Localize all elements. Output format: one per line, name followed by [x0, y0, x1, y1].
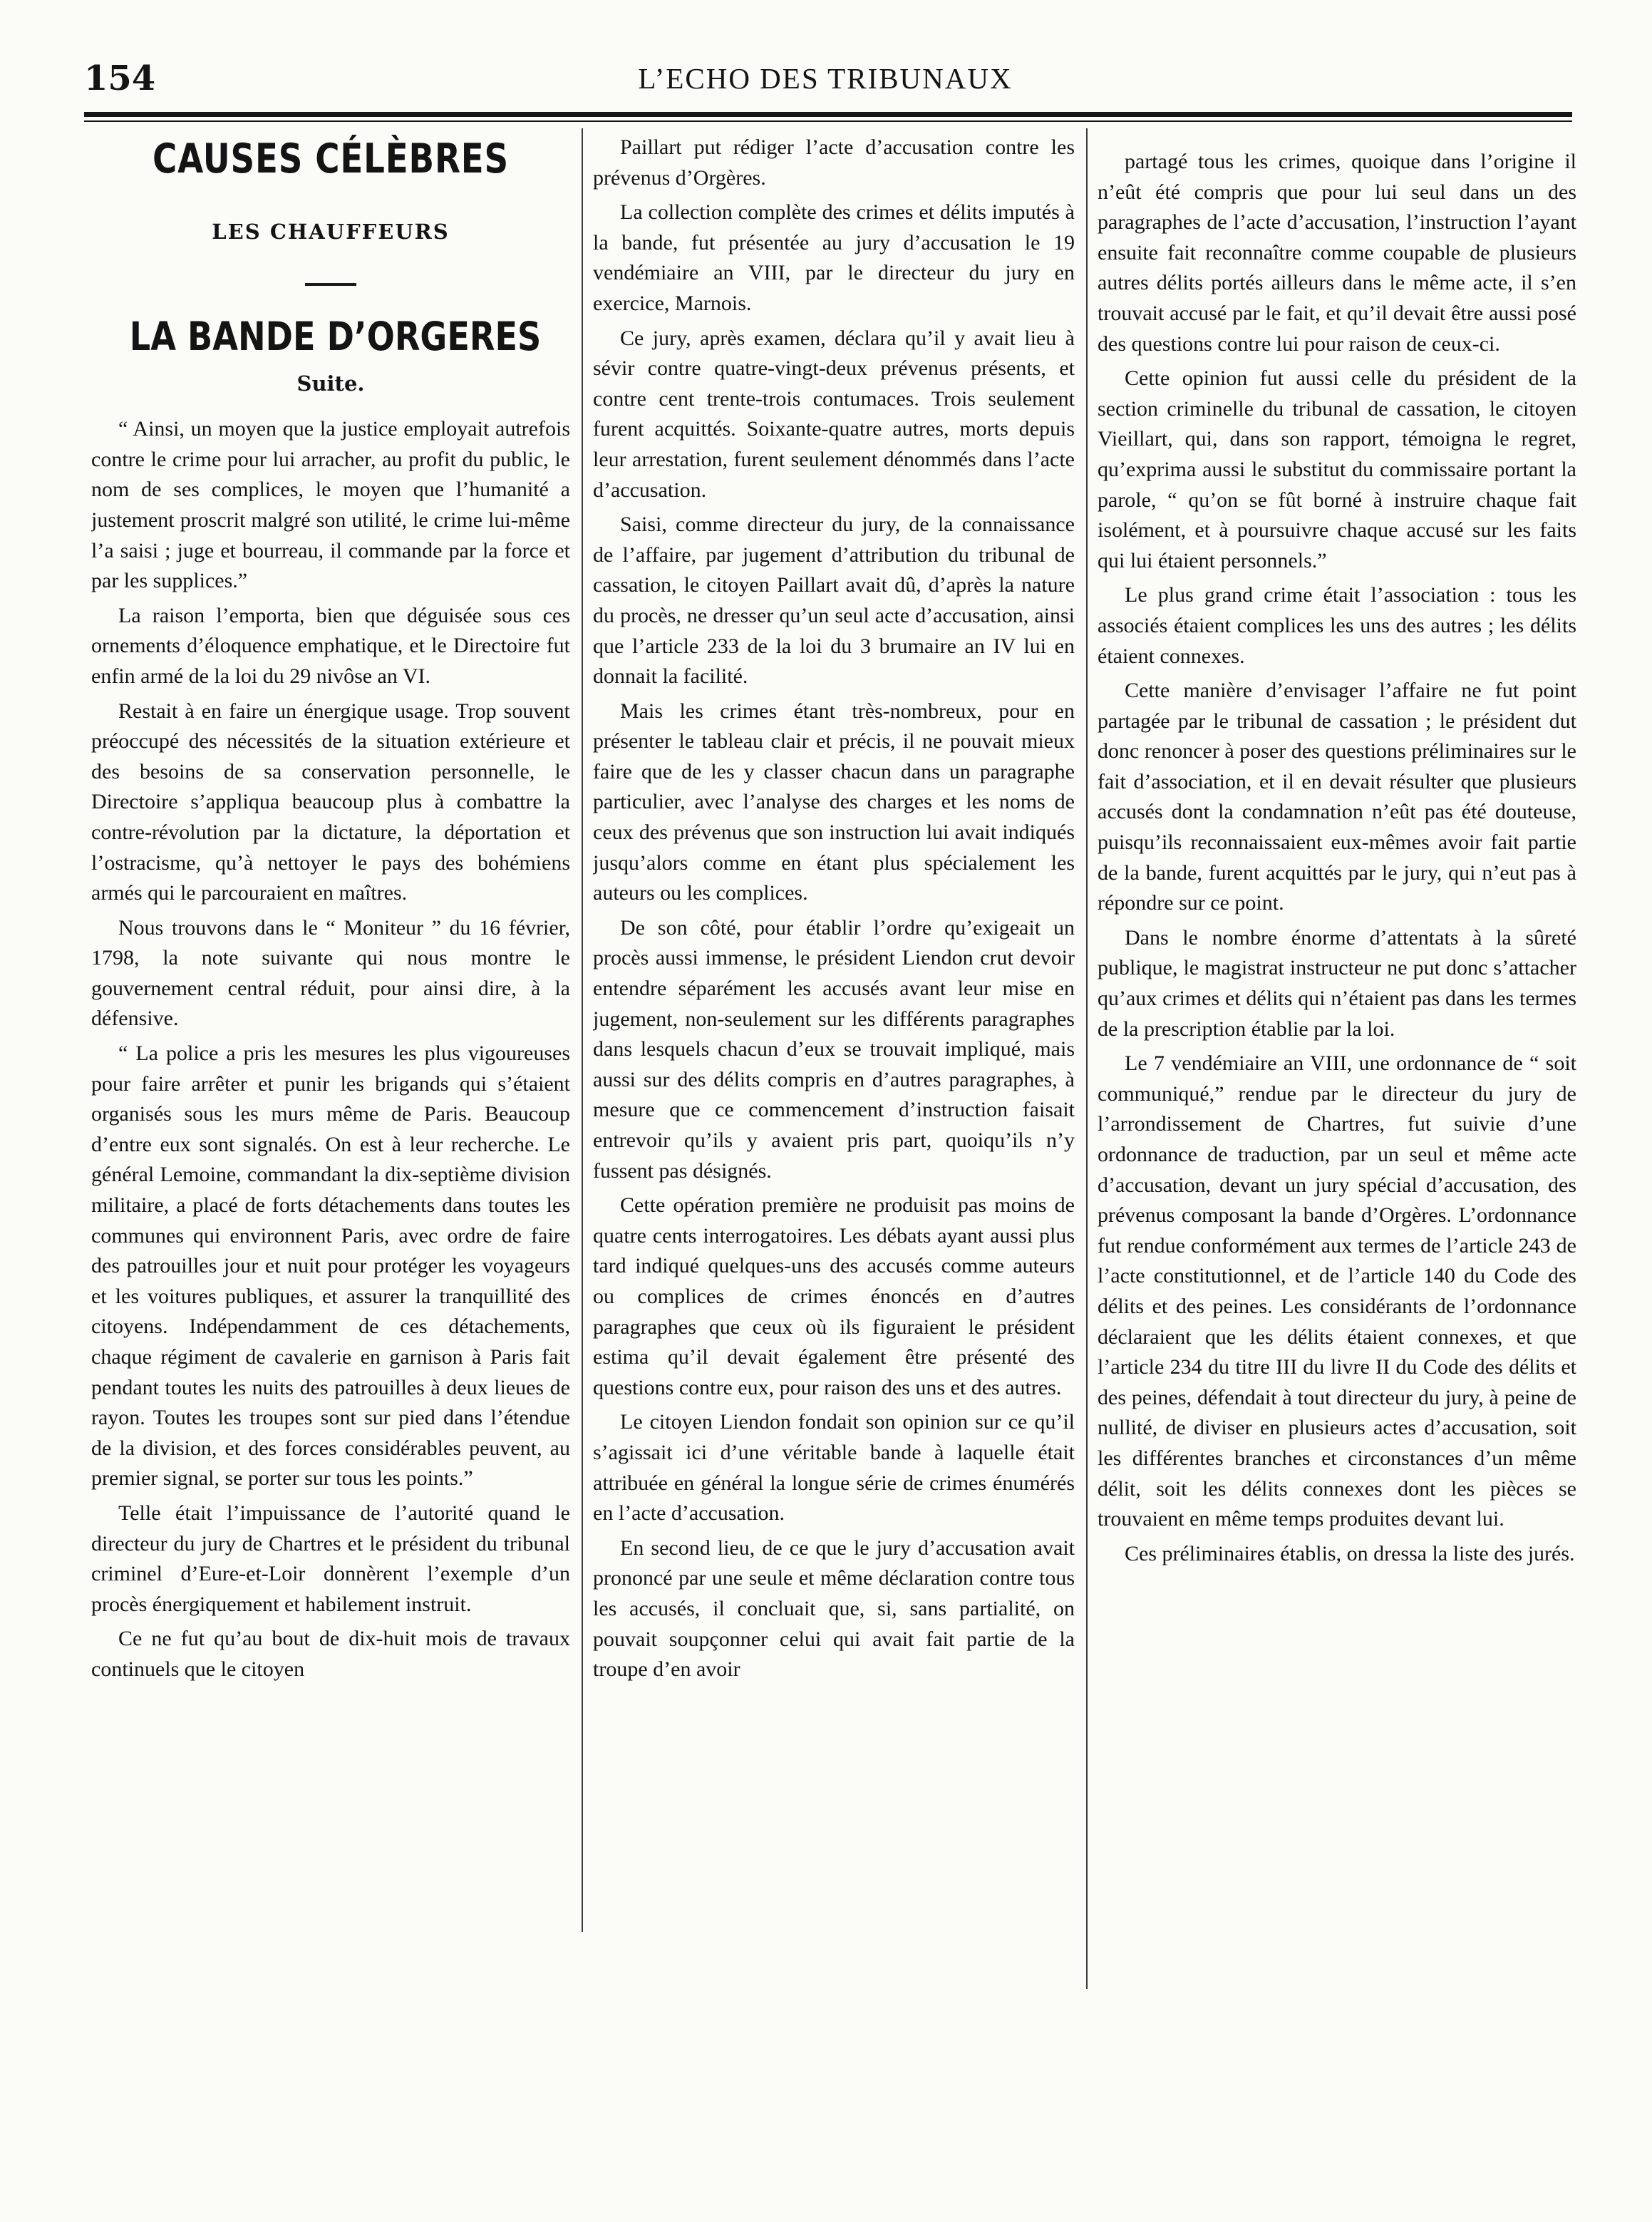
paragraph: Ces préliminaires établis, on dressa la liste des jurés.: [1125, 1541, 1575, 1565]
header-rule-thick: [84, 112, 1572, 117]
column-3-text: [1098, 147, 1576, 1569]
paragraph: En second lieu, de ce que le jury d’accusation avait prononcé par une seule et même déclaration contre tous les accusés, il concluait que, si, sans partialité, on pouvait soupçonner celui qui avait fait partie de la troupe d’en avoir: [593, 1536, 1075, 1682]
paragraph: “ Ainsi, un moyen que la justice employait autrefois contre le crime pour lui arracher, au profit du public, le nom de ses complices, le moyen que l’humanité a justement proscrit malgré son utilité, le crime lui-même l’a saisi ; juge et bourreau, il commande par la force et par les supplices.”: [91, 417, 570, 593]
page-number: 154: [84, 58, 156, 98]
paragraph: Ce ne fut qu’au bout de dix-huit mois de travaux continuels que le citoyen: [91, 1627, 570, 1681]
paragraph: Le citoyen Liendon fondait son opinion sur ce qu’il s’agissait ici d’une véritable bande à laquelle était attribuée en général la longue série de crimes énumérés en l’acte d’accusation.: [593, 1410, 1075, 1526]
paragraph: La collection complète des crimes et délits imputés à la bande, fut présentée au jury d’accusation le 19 vendémiaire an VIII, par le directeur du jury en exercice, Marnois.: [593, 200, 1075, 315]
column-1-text: [91, 414, 570, 1684]
paragraph: “ La police a pris les mesures les plus vigoureuses pour faire arrêter et punir les brigands qui s’étaient organisés sous les murs même de Paris. Beaucoup d’entre eux sont signalés. On est à leur recherche. Le général Lemoine, commandant la dix-septième division militaire, a placé de forts détachements dans toutes les communes qui environnent Paris, avec ordre de faire des patrouilles jour et nuit pour protéger les voyageurs et les voitures publiques, et assurer la tranquillité des citoyens. Indépendamment de ces détachements, chaque régiment de cavalerie en garnison à Paris fait pendant toutes les nuits des patrouilles à deux lieues de rayon. Toutes les troupes sont sur pied dans l’étendue de la division, et des forces considérables peuvent, au premier signal, se porter sur tous les points.”: [91, 1041, 570, 1491]
paragraph: De son côté, pour établir l’ordre qu’exigeait un procès aussi immense, le président Liendon crut devoir entendre séparément les accusés avant leur mise en jugement, non-seulement sur les différents paragraphes dans lesquels chacun d’eux se trouvait impliqué, mais aussi sur des délits compris en d’autres paragraphes, à mesure que ce commencement d’instruction faisait entrevoir qu’ils y avaient pris part, quoiqu’ils n’y fussent pas désignés.: [593, 915, 1075, 1183]
paragraph: Le 7 vendémiaire an VIII, une ordonnance de “ soit communiqué,” rendue par le directeur du jury de l’arrondissement de Chartres, fut suivie d’une ordonnance de traduction, par un seul et même acte d’accusation, devant un jury spécial d’accusation, des prévenus composant la bande d’Orgères. L’ordonnance fut rendue conformément aux termes de l’article 243 de l’acte constitutionnel, et de l’article 140 du Code des délits et des peines. Les considérants de l’ordonnance déclaraient que les délits étaient connexes, et que l’article 234 du titre III du livre II du Code des délits et des peines, défendait à tout directeur du jury, à peine de nullité, de diviser en plusieurs actes d’accusation, soit les différentes branches et circonstances d’un même délit, soit les délits connexes dont les pièces se trouvaient en même temps produites devant lui.: [1098, 1051, 1576, 1531]
running-title: L’ECHO DES TRIBUNAUX: [638, 62, 1013, 95]
paragraph: Telle était l’impuissance de l’autorité quand le directeur du jury de Chartres et le président du tribunal criminel d’Eure-et-Loir donnèrent l’exemple d’un procès énergiquement et habilement instruit.: [91, 1501, 570, 1616]
column-2-text: [593, 133, 1075, 1685]
title-rule: [305, 283, 356, 286]
paragraph: Cette manière d’envisager l’affaire ne fut point partagée par le tribunal de cassation ; le président dut donc renoncer à poser des questions préliminaires sur le fait d’association, et il en devait résulter que plusieurs accusés dont la condamnation n’eût pas été douteuse, puisqu’ils reconnaissaient eux-mêmes avoir fait partie de la bande, furent acquittés par le jury, qui n’eut pas à répondre sur ce point.: [1098, 679, 1576, 915]
column-2: [593, 133, 1075, 2179]
article-title: LA BANDE D’ORGERES: [129, 313, 542, 359]
paragraph: Nous trouvons dans le “ Moniteur ” du 16 février, 1798, la note suivante qui nous montre le gouvernement central réduit, pour ainsi dire, à la défensive.: [91, 915, 570, 1031]
paragraph: Paillart put rédiger l’acte d’accusation contre les prévenus d’Orgères.: [593, 135, 1075, 190]
page-header: [84, 58, 1566, 97]
paragraph: Saisi, comme directeur du jury, de la connaissance de l’affaire, par jugement d’attribution du tribunal de cassation, le citoyen Paillart avait dû, d’après la nature du procès, ne dresser qu’un seul acte d’accusation, ainsi que l’article 233 de la loi du 3 brumaire an IV lui en donnait la facilité.: [593, 513, 1075, 689]
paragraph: Le plus grand crime était l’association : tous les associés étaient complices les uns des autres ; les délits étaient connexes.: [1098, 583, 1576, 668]
paragraph: Dans le nombre énorme d’attentats à la sûreté publique, le magistrat instructeur ne put donc s’attacher qu’aux crimes et délits qui n’étaient pas dans les termes de la prescription établie par la loi.: [1098, 925, 1576, 1041]
column-1: [91, 133, 570, 2179]
column-divider-1: [582, 128, 583, 1932]
suite-label: Suite.: [296, 371, 365, 396]
article-subhead: LES CHAUFFEURS: [212, 220, 450, 244]
column-divider-2: [1086, 128, 1088, 1989]
paragraph: Mais les crimes étant très-nombreux, pour en présenter le tableau clair et précis, il ne pouvait mieux faire que de les y classer chacun dans un paragraphe particulier, avec l’analyse des charges et les noms de ceux des prévenus que son instruction lui avait indiqués jusqu’alors comme en étant plus spécialement les auteurs ou les complices.: [593, 699, 1075, 905]
paragraph: Cette opinion fut aussi celle du président de la section criminelle du tribunal de cassation, le citoyen Vieillart, qui, dans son rapport, témoigna le regret, qu’exprima aussi le substitut du commissaire portant la parole, “ qu’on se fût borné à instruire chaque fait isolément, et à poursuivre chaque accusé sur les faits qui lui étaient personnels.”: [1098, 366, 1576, 572]
paragraph: partagé tous les crimes, quoique dans l’origine il n’eût été compris que pour lui seul dans un des paragraphes de l’acte d’accusation, l’instruction l’ayant ensuite fait reconnaître comme coupable de plusieurs autres délits portés ailleurs dans le même acte, il s’en trouvait accusé par le fait, et qu’il devait être aussi posé des questions contre lui pour raison de ceux-ci.: [1098, 150, 1576, 356]
header-rule-thin: [84, 120, 1572, 122]
paragraph: Restait à en faire un énergique usage. Trop souvent préoccupé des nécessités de la situation extérieure et des besoins de sa conservation personnelle, le Directoire s’appliqua beaucoup plus à combattre la contre-révolution par la dictature, la déportation et l’ostracisme, qu’à nettoyer le pays des bohémiens armés qui le parcouraient en maîtres.: [91, 699, 570, 905]
column-3: [1098, 147, 1576, 2179]
paragraph: La raison l’emporta, bien que déguisée sous ces ornements d’éloquence emphatique, et le Directoire fut enfin armé de la loi du 29 nivôse an VI.: [91, 603, 570, 688]
paragraph: Ce jury, après examen, déclara qu’il y avait lieu à sévir contre quatre-vingt-deux prévenus présents, et contre cent trente-trois contumaces. Trois seulement furent acquittés. Soixante-quatre autres, morts depuis leur arrestation, furent seulement dénommés dans l’acte d’accusation.: [593, 326, 1075, 502]
section-title: CAUSES CÉLÈBRES: [153, 135, 509, 182]
paragraph: Cette opération première ne produisit pas moins de quatre cents interrogatoires. Les débats ayant aussi plus tard indiqué quelques-uns des accusés comme auteurs ou complices de crimes énoncés en d’autres paragraphes que ceux où ils figuraient le président estima qu’il devait également être présenté des questions contre eux, pour raison des uns et des autres.: [593, 1193, 1075, 1399]
